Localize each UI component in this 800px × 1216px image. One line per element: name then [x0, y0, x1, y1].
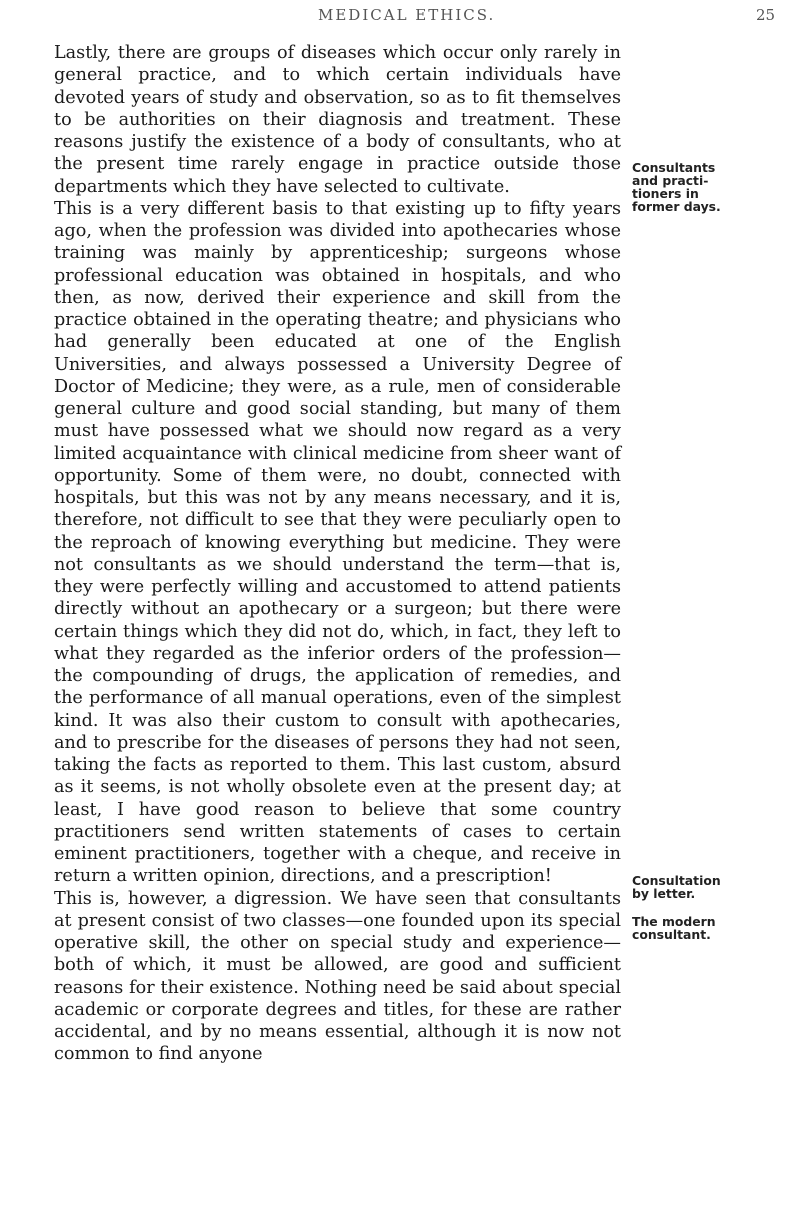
- running-title: MEDICAL ETHICS.: [318, 6, 496, 24]
- page-number: 25: [756, 6, 776, 24]
- sidenote-modern-consultant: The modern consultant.: [632, 914, 716, 942]
- body-text: [54, 42, 621, 1066]
- sidenote-consultation-by-letter: Consultation by letter.: [632, 873, 721, 901]
- paragraph-3: This is, however, a digression. We have seen that consultants at present consist of two classes—one founded upon its special operative skill, the other on special study and experience—both of which, it must be allowed, are good and sufficient reasons for their existence. Nothing need be said about special academic or corporate degrees and titles, for these are rather accidental, and by no means essential, although it is now not common to find anyone: [54, 888, 621, 1065]
- paragraph-1: Lastly, there are groups of diseases which occur only rarely in general practice, and to which certain individuals have devoted years of study and observation, so as to fit themselves to be authorities on their diagnosis and treatment. These reasons justify the existence of a body of consultants, who at the present time rarely engage in practice outside those departments which they have selected to cultivate.: [54, 43, 621, 197]
- paragraph-2: This is a very different basis to that existing up to fifty years ago, when the profession was divided into apothecaries whose training was mainly by apprenticeship; surgeons whose professional education was obtained in hospitals, and who then, as now, derived their experience and skill from the practice obtained in the operating theatre; and physicians who had generally been educated at one of the English Universities, and always possessed a University Degree of Doctor of Medicine; they were, as a rule, men of considerable general culture and good social standing, but many of them must have possessed what we should now regard as a very limited acquaintance with clinical medicine from sheer want of opportunity. Some of them were, no doubt, connected with hospitals, but this was not by any means necessary, and it is, therefore, not difficult to see that they were peculiarly open to the reproach of knowing everything but medicine. They were not consultants as we should understand the term—that is, they were perfectly willing and accustomed to attend patients directly without an apothecary or a surgeon; but there were certain things which they did not do, which, in fact, they left to what they regarded as the inferior orders of the profession—the compounding of drugs, the application of remedies, and the performance of all manual operations, even of the simplest kind. It was also their custom to consult with apothecaries, and to prescribe for the diseases of persons they had not seen, taking the facts as reported to them. This last custom, absurd as it seems, is not wholly obsolete even at the present day; at least, I have good reason to believe that some country practitioners send written statements of cases to certain eminent practitioners, together with a cheque, and receive in return a written opinion, directions, and a prescription!: [54, 198, 621, 887]
- running-head: [0, 6, 800, 36]
- sidenote-former-days: Consultants and practi- tioners in former days.: [632, 160, 721, 214]
